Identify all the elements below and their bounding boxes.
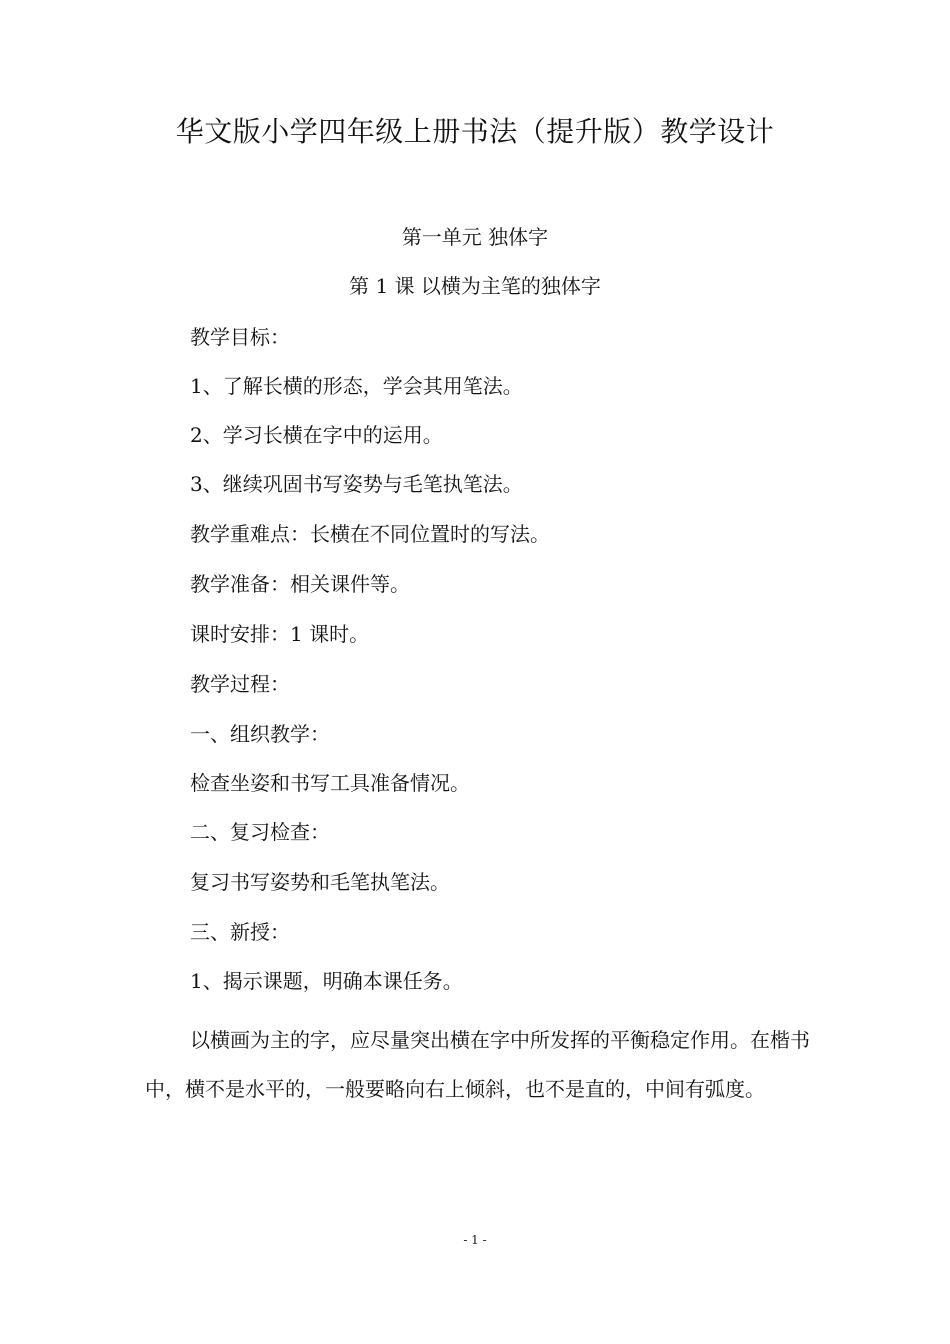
- text-line: 3、继续巩固书写姿势与毛笔执笔法。: [190, 472, 523, 496]
- text-line: 1、揭示课题，明确本课任务。: [190, 969, 463, 993]
- text-line: 检查坐姿和书写工具准备情况。: [190, 771, 470, 795]
- body-paragraph: 以横画为主的字，应尽量突出横在字中所发挥的平衡稳定作用。在楷书中，横不是水平的，一般要略向右上倾斜，也不是直的，中间有弧度。: [145, 1028, 810, 1101]
- text-line: 三、新授：: [190, 920, 290, 944]
- text-line: 2、学习长横在字中的运用。: [190, 423, 443, 447]
- text-line: 教学过程：: [190, 672, 290, 696]
- text-line: 教学目标：: [190, 325, 290, 349]
- text-line: 二、复习检查：: [190, 820, 330, 844]
- page-number: - 1 -: [463, 1233, 487, 1247]
- text-line: 教学重难点：长横在不同位置时的写法。: [190, 522, 550, 546]
- text-line: 1、了解长横的形态，学会其用笔法。: [190, 374, 523, 398]
- unit-heading: 第一单元 独体字: [401, 225, 549, 249]
- lesson-heading: 第 1 课 以横为主笔的独体字: [349, 274, 601, 298]
- text-line: 一、组织教学：: [190, 722, 330, 746]
- text-line: 课时安排：1 课时。: [190, 622, 370, 646]
- document-title: 华文版小学四年级上册书法（提升版）教学设计: [175, 115, 775, 148]
- text-line: 复习书写姿势和毛笔执笔法。: [190, 870, 450, 894]
- text-line: 教学准备：相关课件等。: [190, 572, 410, 596]
